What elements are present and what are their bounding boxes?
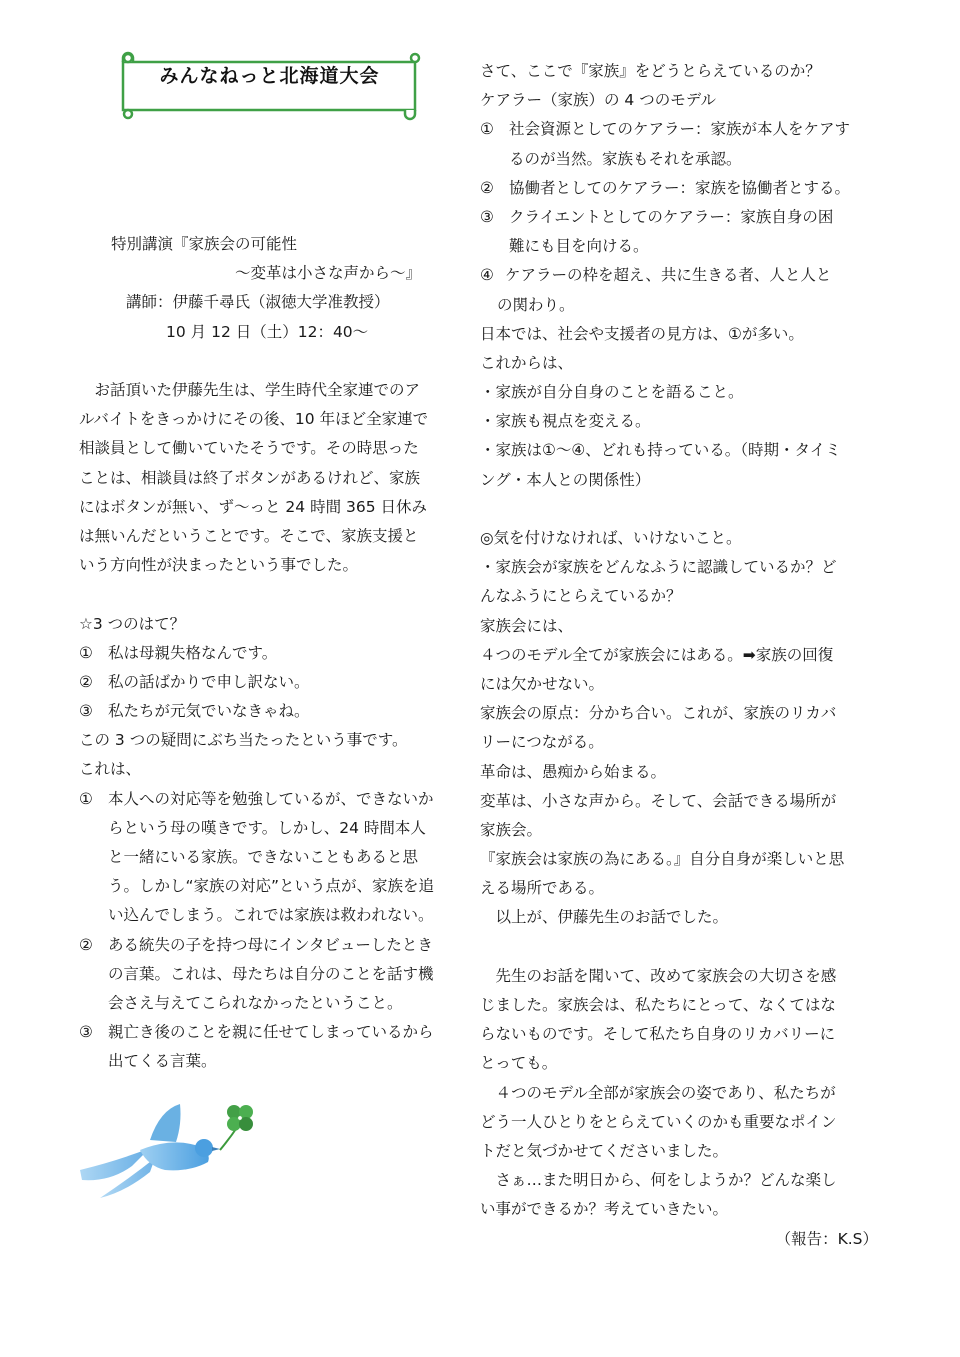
list-item xyxy=(79,931,471,1019)
text-line: とっても。 xyxy=(480,1054,558,1073)
list-number: ③ xyxy=(79,702,93,721)
list-text: 出てくる言葉。 xyxy=(108,1052,217,1071)
text-line: 家族会の原点：分かち合い。これが、家族のリカバ xyxy=(480,704,837,723)
text-line: ４つのモデル全部が家族会の姿であり、私たちが xyxy=(480,1083,836,1102)
text-line: 変革は、小さな声から。そして、会話できる場所が xyxy=(480,791,837,810)
list-text: 私は母親失格なんです。 xyxy=(108,643,278,662)
text-line: ケアラー（家族）の 4 つのモデル xyxy=(480,91,716,110)
text-line: この 3 つの疑問にぶち当たったという事です。 xyxy=(79,731,408,750)
list-text: ある統失の子を持つ母にインタビューしたとき xyxy=(108,935,433,954)
blank-line xyxy=(480,495,900,524)
list-text: と一緒にいる家族。できないこともあると思 xyxy=(108,848,419,866)
list-number: ③ xyxy=(480,207,494,226)
text-line: さぁ…また明日から、何をしようか？どんな楽し xyxy=(480,1171,837,1190)
list-line xyxy=(480,261,900,290)
list-line xyxy=(79,1018,471,1047)
explain-list xyxy=(79,785,471,1077)
list-number: ① xyxy=(79,643,93,662)
right-body xyxy=(480,57,900,1254)
list-item xyxy=(79,668,471,697)
list-item xyxy=(480,261,900,319)
report-credit: （報告：K.S） xyxy=(775,1229,878,1248)
text-line: 日本では、社会や支援者の見方は、①が多い。 xyxy=(480,324,804,343)
right-paragraphs xyxy=(480,320,900,1225)
text-line: トだと気づかせてくださいました。 xyxy=(480,1141,729,1160)
text-line: にはボタンが無い、ず～っと 24 時間 365 日休み xyxy=(79,497,428,516)
list-item xyxy=(79,1018,471,1076)
text-line: ・家族会が家族をどんなふうに認識しているか？ど xyxy=(480,558,837,577)
left-body xyxy=(79,376,471,1077)
text-line: 家族会。 xyxy=(480,820,543,839)
list-item xyxy=(79,785,471,931)
list-text: 社会資源としてのケアラー：家族が本人をケアす xyxy=(509,120,851,139)
text-line: どう一人ひとりをとらえていくのかも重要なポイン xyxy=(480,1112,837,1131)
list-text: クライエントとしてのケアラー：家族自身の困 xyxy=(509,207,834,226)
three-heading: ☆3 つのはて？ xyxy=(79,614,186,633)
three-list xyxy=(79,639,471,727)
list-text: らという母の嘆きです。しかし、24 時間本人 xyxy=(108,818,426,837)
models-list xyxy=(480,115,900,319)
list-text: るのが当然。家族もそれを承認。 xyxy=(509,149,742,168)
text-line: 『家族会は家族の為にある。』自分自身が楽しいと思 xyxy=(480,850,845,869)
text-line: には欠かせない。 xyxy=(480,674,605,693)
list-number: ① xyxy=(480,120,494,139)
text-line: 先生のお話を聞いて、改めて家族会の大切さを感 xyxy=(480,966,837,985)
list-text: 親亡き後のことを親に任せてしまっているから xyxy=(108,1023,434,1042)
text-line: 家族会には、 xyxy=(480,616,574,635)
list-item xyxy=(480,115,900,173)
lecture-title-line2: ～変革は小さな声から～』 xyxy=(235,264,422,283)
text-line: は無いんだということです。そこで、家族支援と xyxy=(79,526,419,545)
text-line: らないものです。そして私たち自身のリカバリーに xyxy=(480,1025,836,1044)
list-number: ③ xyxy=(79,1023,93,1042)
text-line: ング・本人との関係性） xyxy=(480,470,651,489)
list-text: の言葉。これは、母たちは自分のことを話す機 xyxy=(108,964,434,983)
lecture-title-line1: 特別講演『家族会の可能性 xyxy=(111,235,298,253)
list-text: 難にも目を向ける。 xyxy=(509,237,649,256)
bluebird-with-clover-icon xyxy=(80,1100,290,1210)
text-line: これは、 xyxy=(79,760,142,779)
text-line: ルバイトをきっかけにその後、10 年ほど全家連で xyxy=(79,410,429,429)
list-number: ② xyxy=(480,178,494,197)
text-line: 相談員として働いていたそうです。その時思った xyxy=(79,439,419,458)
list-number: ① xyxy=(79,789,93,808)
text-line: い事ができるか？考えていきたい。 xyxy=(480,1200,729,1219)
lecture-datetime: 10 月 12 日（土）12：40～ xyxy=(166,322,369,341)
list-line xyxy=(480,174,900,203)
text-line: リーにつながる。 xyxy=(480,733,604,752)
text-line: 革命は、愚痴から始まる。 xyxy=(480,762,667,781)
list-line xyxy=(480,203,900,232)
text-line: 以上が、伊藤先生のお話でした。 xyxy=(480,908,729,927)
list-item xyxy=(480,174,900,203)
list-item xyxy=(480,203,900,261)
text-line: んなふうにとらえているか？ xyxy=(480,587,682,606)
list-text: い込んでしまう。これでは家族は救われない。 xyxy=(108,906,434,925)
text-line: ◎気を付けなければ、いけないこと。 xyxy=(480,529,742,547)
list-text: ケアラーの枠を超え、共に生きる者、人と人と xyxy=(505,266,832,285)
banner-title: みんなねっと北海道大会 xyxy=(159,65,380,87)
title-banner xyxy=(117,50,422,122)
lecture-header xyxy=(111,230,471,347)
lecture-speaker: 講師：伊藤千尋氏（淑徳大学准教授） xyxy=(126,293,390,312)
list-text: う。しかし“家族の対応”という点が、家族を追 xyxy=(108,877,435,896)
list-item xyxy=(79,697,471,726)
text-line: ・家族も視点を変える。 xyxy=(480,412,651,431)
text-line: ・家族は①～④、どれも持っている。（時期・タイミ xyxy=(480,441,841,460)
text-line: ・家族が自分自身のことを語ること。 xyxy=(480,383,744,402)
list-number: ④ xyxy=(480,266,494,285)
list-text: 会さえ与えてこられなかったということ。 xyxy=(108,993,403,1012)
text-line: ４つのモデル全てが家族会にはある。➡家族の回復 xyxy=(480,645,834,664)
blank-line xyxy=(480,933,900,962)
intro-paragraph xyxy=(79,376,471,580)
list-number: ② xyxy=(79,935,93,954)
list-text: 協働者としてのケアラー：家族を協働者とする。 xyxy=(509,178,851,197)
list-line xyxy=(79,931,471,960)
list-item xyxy=(79,639,471,668)
list-text: の関わり。 xyxy=(497,295,575,314)
text-line: える場所である。 xyxy=(480,879,605,898)
list-text: 私たちが元気でいなきゃね。 xyxy=(108,702,310,721)
list-line xyxy=(480,115,900,144)
text-line: お話頂いた伊藤先生は、学生時代全家連でのア xyxy=(79,381,421,399)
text-line: ことは、相談員は終了ボタンがあるけれど、家族 xyxy=(79,468,421,487)
text-line: じました。家族会は、私たちにとって、なくてはな xyxy=(480,996,836,1014)
blank-line xyxy=(79,580,471,609)
list-text: 本人への対応等を勉強しているが、できないか xyxy=(108,789,434,808)
text-line: これからは、 xyxy=(480,353,574,372)
list-text: 私の話ばかりで申し訳ない。 xyxy=(108,672,310,691)
text-line: さて、ここで『家族』をどうとらえているのか？ xyxy=(480,62,821,80)
text-line: いう方向性が決まったという事でした。 xyxy=(79,556,359,575)
list-number: ② xyxy=(79,672,93,691)
list-line xyxy=(79,785,471,814)
